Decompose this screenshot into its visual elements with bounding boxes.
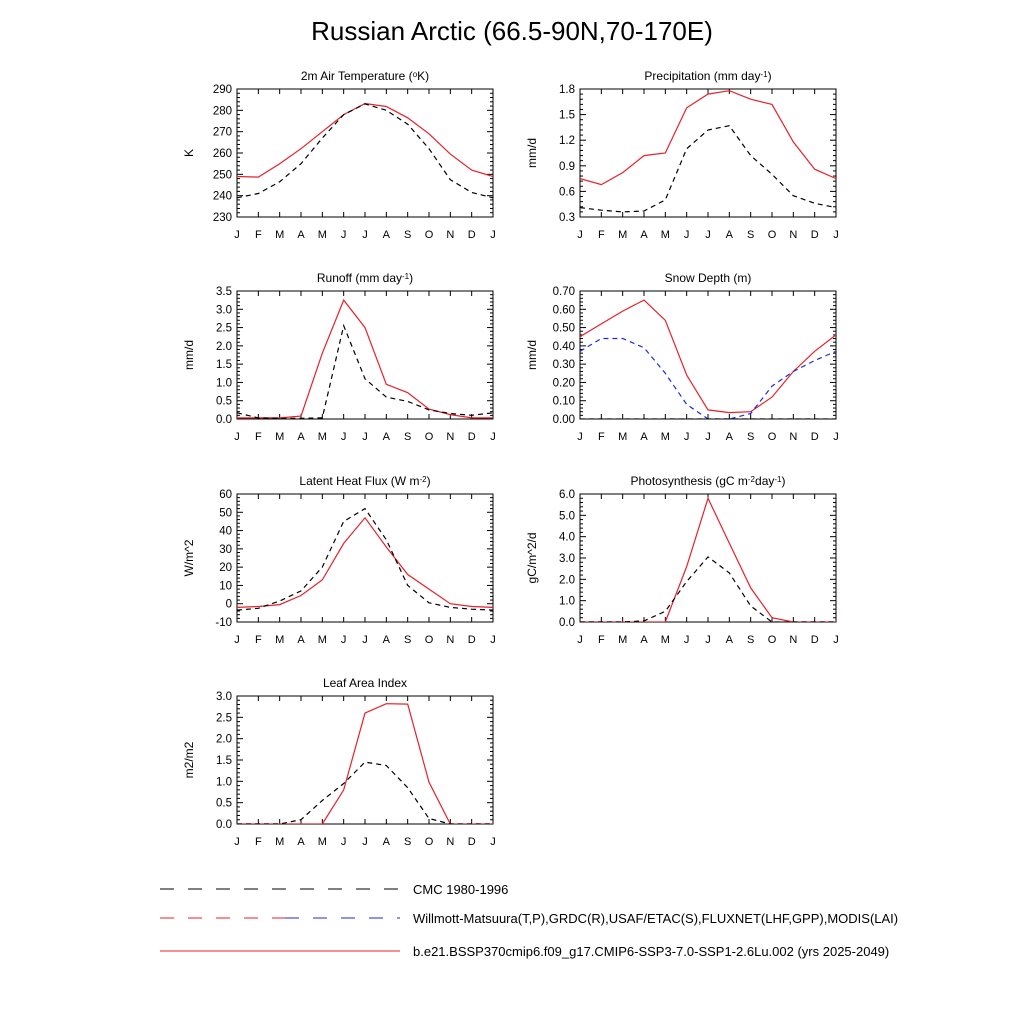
x-tick-label: J [833, 431, 839, 443]
x-tick-label: D [467, 836, 476, 848]
series-line-obs [580, 126, 836, 212]
legend [160, 882, 898, 959]
x-tick-label: M [275, 431, 285, 443]
x-tick-label: N [446, 431, 455, 443]
x-tick-label: S [403, 634, 412, 646]
y-tick-label: 1.5 [559, 109, 575, 122]
x-tick-label: F [597, 634, 605, 646]
panel-title: Photosynthesis (gC m-2day-1) [630, 474, 786, 488]
x-tick-label: N [789, 431, 798, 443]
legend-label: b.e21.BSSP370cmip6.f09_g17.CMIP6-SSP3-7.0-SSP1-2.6Lu.002 (yrs 2025-2049) [413, 944, 890, 959]
y-tick-label: 0.0 [559, 617, 575, 629]
y-tick-label: 2.0 [216, 733, 232, 746]
x-tick-label: F [254, 431, 262, 443]
y-tick-label: 0.6 [559, 186, 575, 199]
y-axis-label: mm/d [525, 340, 539, 370]
y-tick-label: 1.0 [216, 776, 232, 789]
series-line-model [237, 104, 493, 178]
x-tick-label: F [254, 229, 262, 241]
y-axis-label: gC/m^2/d [525, 532, 539, 584]
series-line-obs [237, 762, 493, 824]
y-tick-label: 0.50 [552, 322, 575, 335]
y-tick-label: 50 [219, 507, 232, 520]
y-tick-label: 0.30 [552, 359, 575, 372]
panel-4 [525, 271, 839, 443]
y-tick-label: 0.0 [216, 819, 232, 831]
x-tick-label: M [317, 431, 327, 443]
series-line-model [237, 300, 493, 418]
y-axis-label: W/m^2 [182, 539, 196, 577]
x-tick-label: D [467, 634, 476, 646]
x-tick-label: S [403, 229, 412, 241]
x-tick-label: F [597, 229, 605, 241]
y-tick-label: 290 [212, 84, 232, 96]
x-tick-label: J [490, 431, 496, 443]
plot-frame [580, 494, 836, 622]
x-tick-label: O [767, 431, 777, 443]
x-tick-label: N [789, 229, 798, 241]
x-tick-label: J [234, 836, 240, 848]
y-tick-label: 0.60 [552, 304, 575, 317]
x-tick-label: F [254, 836, 262, 848]
x-tick-label: N [446, 836, 455, 848]
x-tick-label: D [810, 634, 819, 646]
y-axis-label: mm/d [525, 138, 539, 168]
x-tick-label: A [640, 431, 648, 443]
y-tick-label: 0.40 [552, 340, 575, 353]
y-tick-label: 0.70 [552, 286, 575, 298]
y-tick-label: 60 [219, 489, 232, 501]
y-tick-label: 5.0 [559, 510, 575, 523]
y-tick-label: 1.5 [216, 755, 232, 767]
y-tick-label: 230 [212, 212, 232, 224]
x-tick-label: J [340, 634, 347, 646]
x-tick-label: S [746, 431, 755, 443]
panel-title: Runoff (mm day-1) [316, 271, 414, 285]
x-tick-label: J [833, 229, 839, 241]
series-line-obs [237, 509, 493, 610]
y-tick-label: 10 [219, 580, 232, 593]
y-tick-label: 1.0 [559, 595, 575, 608]
x-tick-label: M [660, 634, 670, 646]
y-tick-label: 1.2 [559, 135, 575, 148]
x-tick-label: J [490, 229, 496, 241]
x-tick-label: M [275, 634, 285, 646]
y-tick-label: 40 [219, 525, 232, 538]
x-tick-label: A [297, 431, 305, 443]
series-line-obs_alt [580, 339, 836, 420]
x-tick-label: J [234, 634, 240, 646]
series-line-obs [580, 557, 836, 622]
y-tick-label: -10 [215, 617, 232, 629]
y-tick-label: 0.5 [216, 797, 232, 810]
x-tick-label: J [362, 836, 368, 848]
x-tick-label: J [683, 229, 690, 241]
y-tick-label: 260 [212, 148, 232, 160]
x-tick-label: M [660, 229, 670, 241]
x-tick-label: A [297, 836, 305, 848]
x-tick-label: O [424, 229, 434, 241]
x-tick-label: F [597, 431, 605, 443]
x-tick-label: M [275, 836, 285, 848]
x-tick-label: J [490, 634, 496, 646]
panel-2 [525, 69, 839, 241]
x-tick-label: M [317, 836, 327, 848]
x-tick-label: J [340, 431, 347, 443]
panel-title: 2m Air Temperature (oK) [300, 69, 430, 83]
x-tick-label: J [705, 431, 711, 443]
series-line-model [580, 300, 836, 413]
y-tick-label: 1.8 [559, 84, 575, 96]
x-tick-label: O [767, 229, 777, 241]
panel-title: Precipitation (mm day-1) [644, 69, 772, 83]
x-tick-label: N [789, 634, 798, 646]
x-tick-label: J [362, 634, 368, 646]
x-tick-label: A [640, 634, 648, 646]
series-line-model [580, 91, 836, 185]
x-tick-label: S [403, 836, 412, 848]
panel-5 [182, 474, 496, 646]
x-tick-label: A [725, 229, 734, 241]
x-tick-label: J [705, 634, 711, 646]
y-tick-label: 0.00 [552, 414, 575, 426]
x-tick-label: A [725, 431, 734, 443]
x-tick-label: J [362, 229, 368, 241]
x-tick-label: D [810, 431, 819, 443]
y-tick-label: 3.5 [216, 286, 232, 298]
x-tick-label: N [446, 229, 455, 241]
x-tick-label: S [746, 229, 755, 241]
x-tick-label: M [618, 431, 628, 443]
plot-frame [580, 89, 836, 217]
x-tick-label: J [234, 431, 240, 443]
x-tick-label: A [297, 634, 305, 646]
x-tick-label: M [317, 229, 327, 241]
y-tick-label: 2.5 [216, 322, 232, 335]
x-tick-label: A [640, 229, 648, 241]
panel-title: Snow Depth (m) [664, 271, 752, 285]
panel-6 [525, 474, 839, 646]
y-axis-label: mm/d [182, 340, 196, 370]
x-tick-label: O [424, 431, 434, 443]
plot-frame [237, 291, 493, 419]
x-tick-label: A [382, 229, 391, 241]
y-tick-label: 2.0 [216, 340, 232, 353]
series-line-model [237, 518, 493, 608]
x-tick-label: A [382, 634, 391, 646]
y-axis-label: m2/m2 [182, 741, 196, 779]
y-tick-label: 240 [212, 190, 232, 203]
x-tick-label: J [833, 634, 839, 646]
y-tick-label: 2.5 [216, 712, 232, 725]
y-tick-label: 280 [212, 105, 232, 118]
x-tick-label: J [683, 634, 690, 646]
y-tick-label: 0.5 [216, 395, 232, 408]
x-tick-label: N [446, 634, 455, 646]
x-tick-label: O [424, 836, 434, 848]
x-tick-label: S [403, 431, 412, 443]
x-tick-label: J [362, 431, 368, 443]
series-line-obs [237, 326, 493, 419]
x-tick-label: A [297, 229, 305, 241]
y-tick-label: 0.0 [216, 414, 232, 426]
y-tick-label: 0 [225, 598, 232, 611]
panel-3 [182, 271, 496, 443]
x-tick-label: J [490, 836, 496, 848]
y-tick-label: 0.10 [552, 395, 575, 408]
series-line-model [580, 498, 836, 622]
panel-1 [182, 69, 496, 241]
y-tick-label: 3.0 [216, 304, 232, 317]
y-tick-label: 4.0 [559, 531, 575, 544]
panel-title: Leaf Area Index [322, 676, 408, 690]
legend-label: Willmott-Matsuura(T,P),GRDC(R),USAF/ETAC(S),FLUXNET(LHF,GPP),MODIS(LAI) [413, 911, 899, 926]
x-tick-label: J [577, 229, 583, 241]
x-tick-label: J [340, 229, 347, 241]
y-tick-label: 6.0 [559, 489, 575, 501]
x-tick-label: A [382, 431, 391, 443]
x-tick-label: J [577, 634, 583, 646]
y-tick-label: 3.0 [559, 553, 575, 565]
y-tick-label: 0.9 [559, 160, 575, 173]
x-tick-label: J [340, 836, 347, 848]
x-tick-label: J [234, 229, 240, 241]
x-tick-label: F [254, 634, 262, 646]
x-tick-label: J [577, 431, 583, 443]
x-tick-label: M [317, 634, 327, 646]
y-tick-label: 250 [212, 169, 232, 182]
x-tick-label: A [725, 634, 734, 646]
y-tick-label: 0.20 [552, 377, 575, 390]
x-tick-label: J [705, 229, 711, 241]
plot-frame [237, 89, 493, 217]
panel-7 [182, 676, 496, 848]
panel-title: Latent Heat Flux (W m-2) [299, 474, 431, 488]
x-tick-label: M [618, 229, 628, 241]
y-tick-label: 20 [219, 562, 232, 575]
x-tick-label: A [382, 836, 391, 848]
x-tick-label: M [618, 634, 628, 646]
y-tick-label: 2.0 [559, 574, 575, 587]
plot-frame [580, 291, 836, 419]
x-tick-label: D [810, 229, 819, 241]
figure-title: Russian Arctic (66.5-90N,70-170E) [311, 16, 713, 46]
y-tick-label: 1.0 [216, 377, 232, 390]
x-tick-label: O [767, 634, 777, 646]
series-line-model [237, 704, 493, 824]
y-tick-label: 0.3 [559, 212, 575, 224]
y-tick-label: 30 [219, 543, 232, 556]
x-tick-label: M [660, 431, 670, 443]
x-tick-label: D [467, 229, 476, 241]
y-tick-label: 3.0 [216, 691, 232, 703]
x-tick-label: M [275, 229, 285, 241]
series-line-obs [237, 104, 493, 198]
legend-label: CMC 1980-1996 [413, 882, 509, 897]
x-tick-label: D [467, 431, 476, 443]
y-tick-label: 1.5 [216, 359, 232, 372]
y-tick-label: 270 [212, 126, 232, 139]
x-tick-label: S [746, 634, 755, 646]
x-tick-label: O [424, 634, 434, 646]
y-axis-label: K [182, 148, 196, 158]
x-tick-label: J [683, 431, 690, 443]
